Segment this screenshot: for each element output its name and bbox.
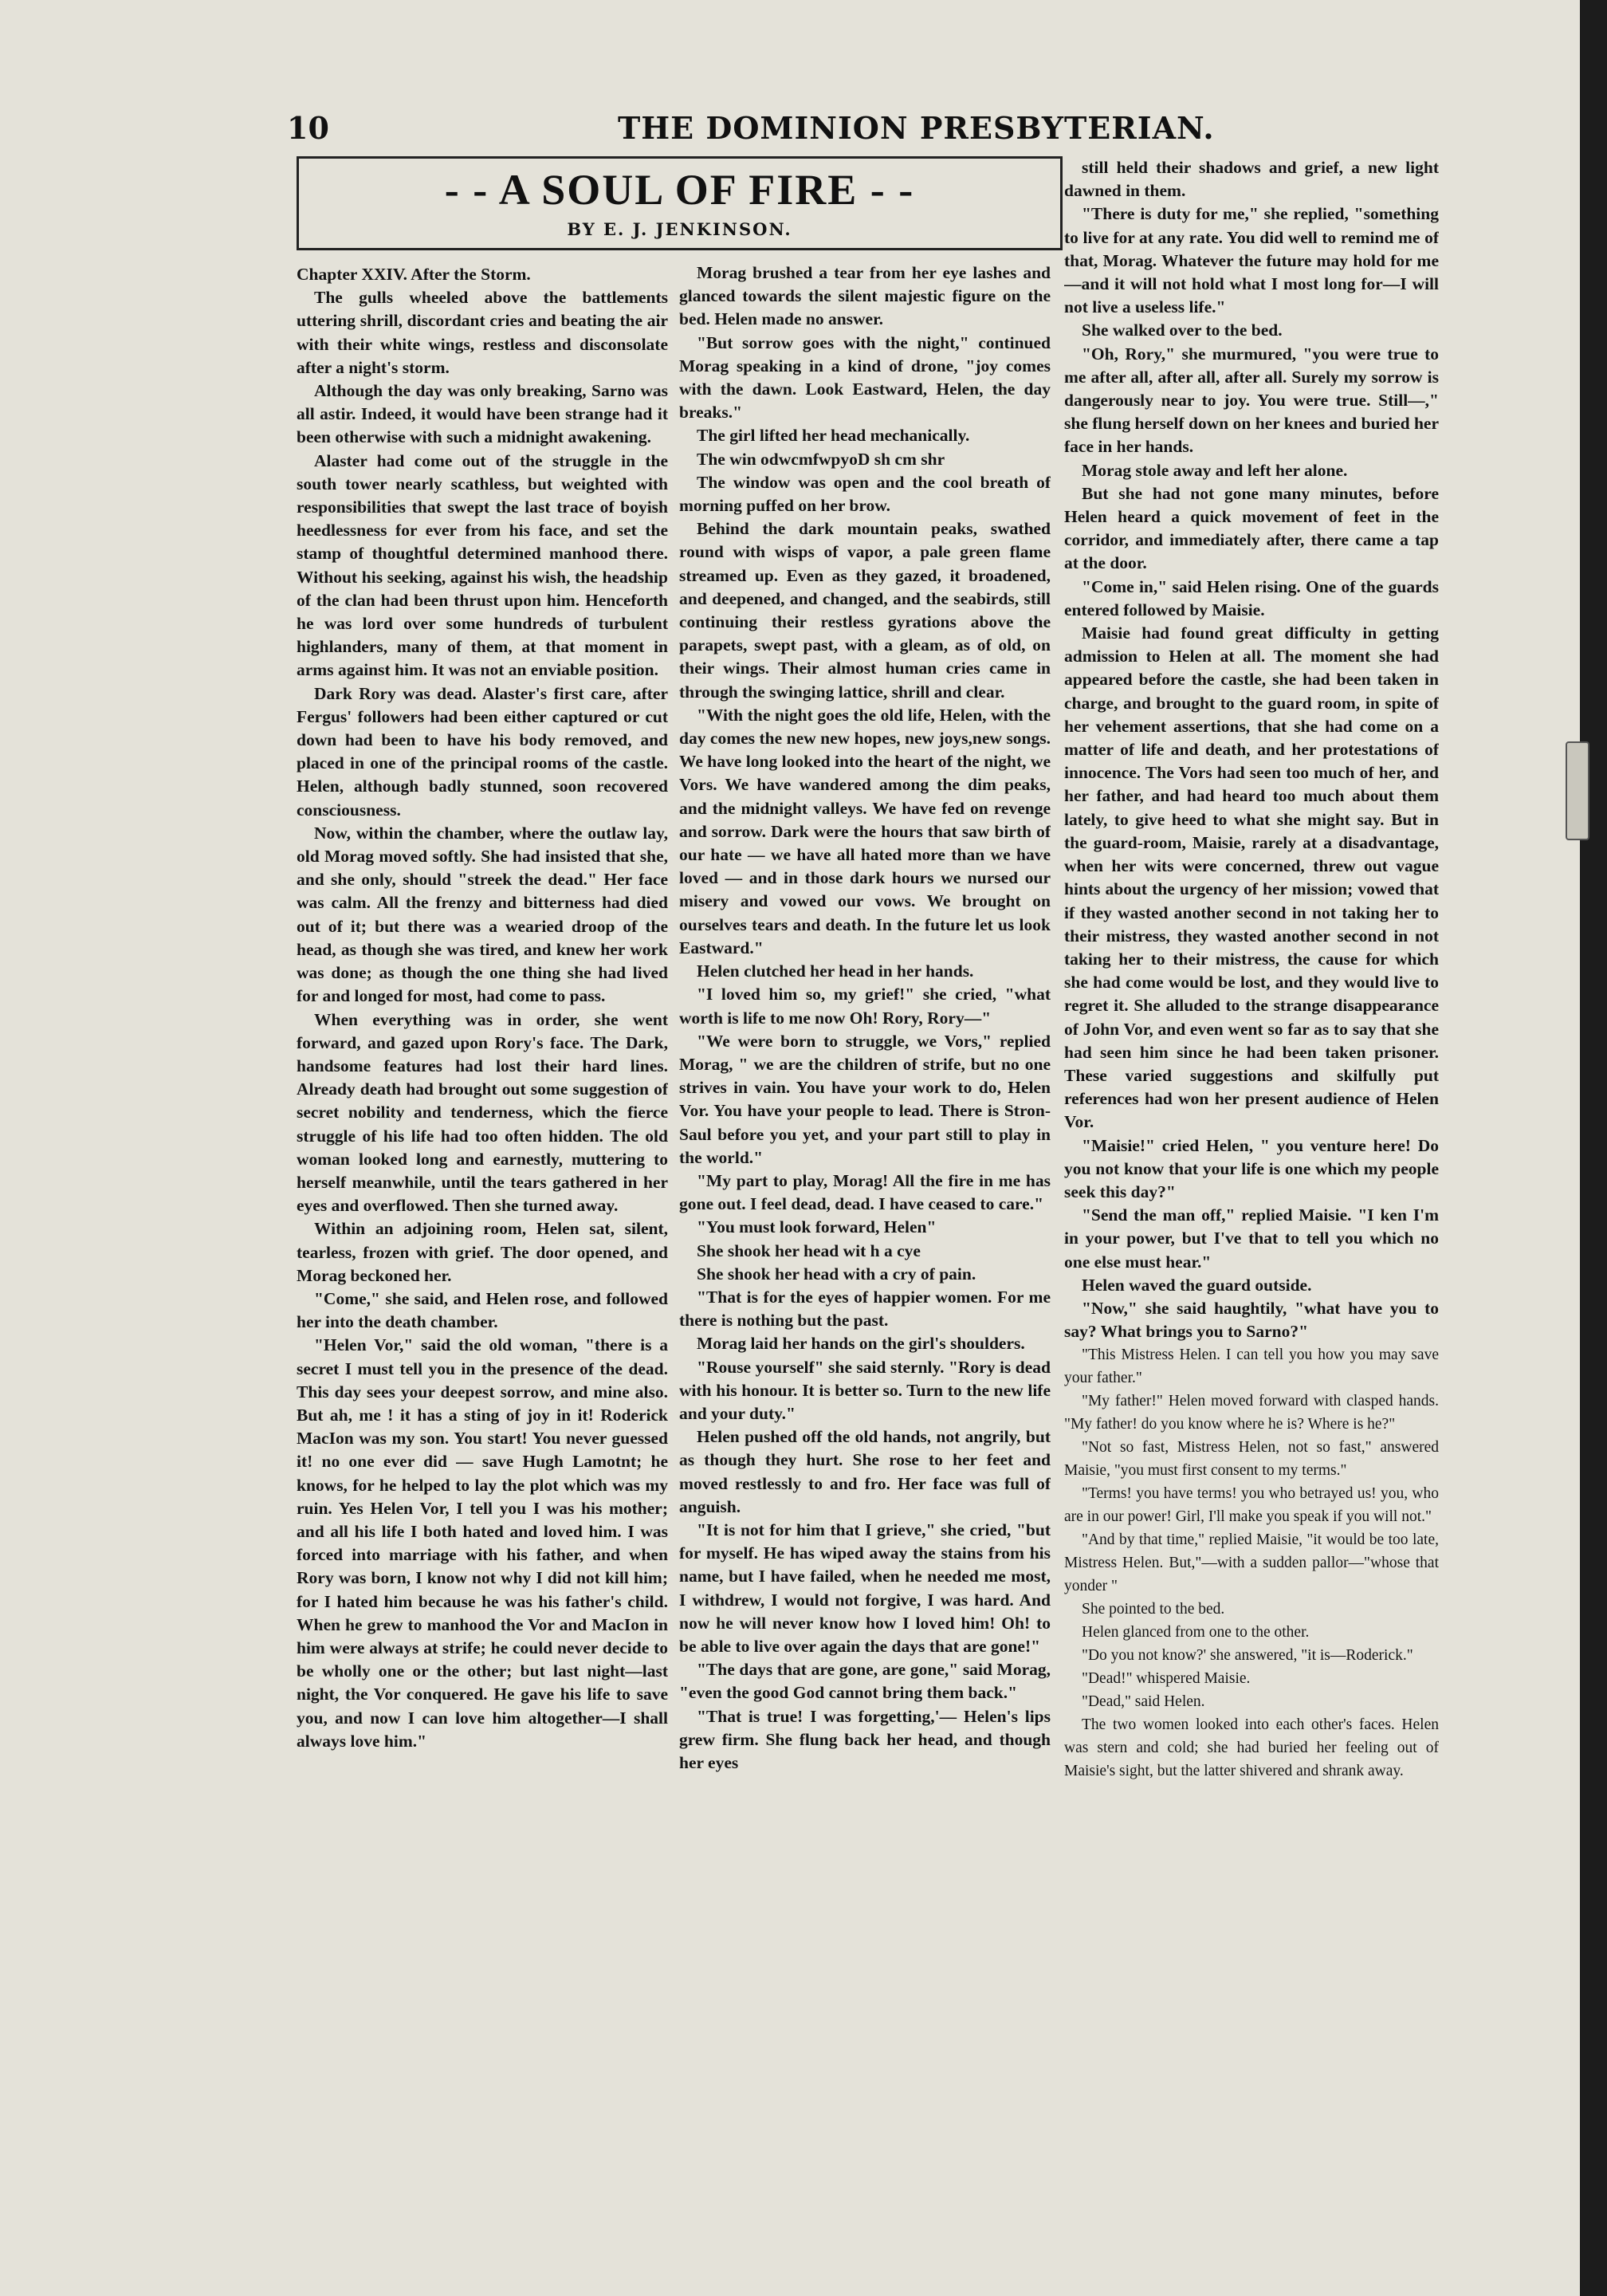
paragraph: "My part to play, Morag! All the fire in me has gone out. I feel dead, dead. I have ceased to care."	[679, 1170, 1051, 1214]
paragraph: The win odwcmfwpyoD sh cm shr	[697, 449, 945, 469]
paragraph: "Maisie!" cried Helen, " you venture here! Do you not know that your life is one which my people seek this day?"	[1064, 1135, 1439, 1201]
paragraph: She walked over to the bed.	[1082, 320, 1283, 340]
publication-title: THE DOMINION PRESBYTERIAN.	[618, 110, 1215, 146]
paragraph: Dark Rory was dead. Alaster's first care, after Fergus' followers had been either captured or cut down had been to have his body removed, and placed in one of the principal rooms of the castle. Helen, although badly stunned, soon recovered consciousness.	[297, 683, 668, 820]
paragraph: "With the night goes the old life, Helen, with the day comes the new new hopes, new joys,new songs. We have long looked into the heart of the night, we Vors. We have wandered among the dim peaks, and the midnight valleys. We have fed on revenge and sorrow. Dark were the hours that saw birth of our hate — we have all hated more than we have loved — and in those dark hours we nursed our misery and vowed our vows. We brought on ourselves tears and death. In the future let us look Eastward."	[679, 705, 1051, 957]
paragraph: She shook her head with a cry of pain.	[697, 1264, 976, 1284]
paragraph: Helen waved the guard outside.	[1082, 1275, 1312, 1295]
paragraph: "My father!" Helen moved forward with clasped hands. "My father! do you know where he is? Where is he?"	[1064, 1393, 1439, 1433]
paragraph: "Now," she said haughtily, "what have you to say? What brings you to Sarno?"	[1064, 1298, 1439, 1342]
page-number: 10	[287, 110, 329, 146]
paragraph: "Rouse yourself" she said sternly. "Rory is dead with his honour. It is better so. Turn to the new life and your duty."	[679, 1357, 1051, 1423]
paragraph: "And by that time," replied Maisie, "it would be too late, Mistress Helen. But,"—with a sudden pallor—"whose that yonder "	[1064, 1531, 1439, 1595]
paragraph: Although the day was only breaking, Sarno was all astir. Indeed, it would have been strange had it been otherwise with such a midnight awakening.	[297, 381, 668, 447]
paragraph: Morag laid her hands on the girl's shoulders.	[697, 1334, 1025, 1354]
paragraph: Chapter XXIV. After the Storm.	[297, 265, 531, 284]
binding-tab	[1566, 741, 1589, 840]
paragraph: "We were born to struggle, we Vors," replied Morag, " we are the children of strife, but no one strives in vain. You have your work to do, Helen Vor. You have your people to lead. There is Stron-Saul before you yet, and your part still to play in the world."	[679, 1031, 1051, 1167]
text-column-3	[1064, 156, 1439, 2133]
paragraph: "That is true! I was forgetting,'— Helen's lips grew firm. She flung back her head, and though her eyes	[679, 1706, 1051, 1772]
paragraph: "The days that are gone, are gone," said Morag, "even the good God cannot bring them back."	[679, 1660, 1051, 1703]
paragraph: The gulls wheeled above the battlements uttering shrill, discordant cries and beating the air with their white wings, restless and disconsolate after a night's storm.	[297, 288, 668, 377]
paragraph: The girl lifted her head mechanically.	[697, 426, 970, 446]
paragraph: The window was open and the cool breath of morning puffed on her brow.	[679, 472, 1051, 516]
paragraph: "But sorrow goes with the night," continued Morag speaking in a kind of drone, "joy comes with the dawn. Look Eastward, Helen, the day breaks."	[679, 332, 1051, 423]
text-column-1	[297, 263, 668, 2105]
paragraph: "Not so fast, Mistress Helen, not so fast," answered Maisie, "you must first consent to my terms."	[1064, 1439, 1439, 1480]
story-title-box	[297, 156, 1063, 250]
paragraph: Alaster had come out of the struggle in the south tower nearly scathless, but weighted with responsibilities that swept the last trace of boyish heedlessness for ever from his face, and set the stamp of thoughtful determined manhood there. Without his seeking, against his wish, the headship of the clan had been thrust upon him. Henceforth he was lord over some hundreds of turbulent highlanders, many of them, at that moment in arms against him. It was not an enviable position.	[297, 450, 668, 680]
paragraph: "Dead," said Helen.	[1082, 1693, 1205, 1711]
paragraph: Within an adjoining room, Helen sat, silent, tearless, frozen with grief. The door opened, and Morag beckoned her.	[297, 1219, 668, 1285]
scan-edge	[1580, 0, 1607, 2296]
paragraph: "Do you not know?' she answered, "it is—Roderick."	[1082, 1647, 1413, 1665]
paragraph: "Dead!" whispered Maisie.	[1082, 1670, 1251, 1688]
paragraph: She pointed to the bed.	[1082, 1601, 1225, 1618]
paragraph: Maisie had found great difficulty in getting admission to Helen at all. The moment she had appeared before the castle, she had been taken in charge, and brought to the guard room, in spite of her vehement assertions, that she had come on a matter of life and death, and her protestations of innocence. The Vors had seen too much of her, and her father, and had heard too much about them lately, to give heed to what she might say. But in the guard-room, Maisie, rarely at a disadvantage, when her wits were concerned, threw out vague hints about the urgency of her mission; vowed that if they wasted another second in not taking her to their mistress, they wasted another second in not taking her to their mistress, the cause for which she had come would be lost, and they would live to regret it. She alluded to the strange disappearance of John Vor, and even went so far as to say that she had seen him since he had been taken prisoner. These varied suggestions and skilfully put references had won her present audience of Helen Vor.	[1064, 623, 1439, 1132]
paragraph: "Send the man off," replied Maisie. "I ken I'm in your power, but I've that to tell you which no one else must hear."	[1064, 1205, 1439, 1272]
paragraph: "Come in," said Helen rising. One of the guards entered followed by Maisie.	[1064, 576, 1439, 619]
paragraph: "It is not for him that I grieve," she cried, "but for myself. He has wiped away the stains from his name, but I have failed, when he needed me most, I withdrew, I would not forgive, I was hard. And now he will never know how I loved him! Oh! to be able to live over again the days that are gone!"	[679, 1520, 1051, 1656]
paragraph: "That is for the eyes of happier women. For me there is nothing but the past.	[679, 1287, 1051, 1331]
paragraph: But she had not gone many minutes, before Helen heard a quick movement of feet in the corridor, and immediately after, there came a tap at the door.	[1064, 483, 1439, 573]
paragraph: still held their shadows and grief, a new light dawned in them.	[1064, 158, 1439, 201]
paragraph: Behind the dark mountain peaks, swathed round with wisps of vapor, a pale green flame streamed up. Even as they gazed, it broadened, and deepened, and changed, and the seabirds, still continuing their restless gyrations above the parapets, swept past, with a gleam, as of old, on their wings. Their almost human cries came in through the swinging lattice, shrill and clear.	[679, 519, 1051, 702]
paragraph: "You must look forward, Helen"	[697, 1217, 937, 1237]
paragraph: Helen glanced from one to the other.	[1082, 1624, 1310, 1641]
paragraph: Morag brushed a tear from her eye lashes and glanced towards the silent majestic figure on the bed. Helen made no answer.	[679, 263, 1051, 329]
paragraph: "I loved him so, my grief!" she cried, "what worth is life to me now Oh! Rory, Rory—"	[679, 985, 1051, 1028]
paragraph: "Oh, Rory," she murmured, "you were true to me after all, after all, after all. Surely my sorrow is dangerously near to joy. You were true. Still—," she flung herself down on her knees and buried her face in her hands.	[1064, 344, 1439, 457]
paragraph: When everything was in order, she went forward, and gazed upon Rory's face. The Dark, handsome features had lost their hard lines. Already death had brought out some suggestion of secret nobility and tenderness, which the fierce struggle of his life had too often hidden. The old woman looked long and earnestly, muttering to herself meanwhile, until the tears gathered in her eyes and overflowed. Then she turned away.	[297, 1009, 668, 1216]
paragraph: "Terms! you have terms! you who betrayed us! you, who are in our power! Girl, I'll make you speak if you will not."	[1064, 1485, 1439, 1526]
paragraph: "There is duty for me," she replied, "something to live for at any rate. You did well to remind me of that, Morag. Whatever the future may hold for me—and it will not hold what I most long for—I will not live a useless life."	[1064, 204, 1439, 317]
paragraph: Morag stole away and left her alone.	[1082, 460, 1348, 480]
paragraph: Helen clutched her head in her hands.	[697, 961, 974, 981]
paragraph: "Helen Vor," said the old woman, "there is a secret I must tell you in the presence of the dead. This day sees your deepest sorrow, and mine also. But ah, me ! it has a sting of joy in it! Roderick MacIon was my son. You start! You never guessed it! no one ever did — save Hugh Lamotnt; he knows, for he helped to lay the plot which was my ruin. Yes Helen Vor, I tell you I was his mother; and all his life I both hated and loved him. I was forced into marriage with his father, and when Rory was born, I know not why I did not kill him; for I hated him because he was his father's child. When he grew to manhood the Vor and MacIon in him were always at strife; he could never decide to be wholly one or the other; but last night—last night, the Vor conquered. He gave his life to save you, and now I can love him altogether—I shall always love him."	[297, 1335, 668, 1751]
paragraph: "This Mistress Helen. I can tell you how you may save your father."	[1064, 1347, 1439, 1387]
paragraph: "Come," she said, and Helen rose, and followed her into the death chamber.	[297, 1288, 668, 1332]
paragraph: The two women looked into each other's faces. Helen was stern and cold; she had buried her feeling out of Maisie's sight, but the latter shivered and shrank away.	[1064, 1716, 1439, 1780]
paragraph: Helen pushed off the old hands, not angrily, but as though they hurt. She rose to her feet and moved restlessly to and fro. Her face was full of anguish.	[679, 1427, 1051, 1516]
paragraph: Now, within the chamber, where the outlaw lay, old Morag moved softly. She had insisted that she, and she only, should "streek the dead." Her face was calm. All the frenzy and bitterness had died out of it; but there was a wearied droop of the head, as though she was tired, and knew her work was done; as though the one thing she had lived for and longed for most, had come to pass.	[297, 823, 668, 1006]
text-column-2	[679, 261, 1051, 2127]
paragraph: She shook her head wit h a cye	[697, 1240, 921, 1260]
story-title: - - A SOUL OF FIRE - -	[444, 166, 915, 214]
story-byline: BY E. J. JENKINSON.	[567, 219, 792, 239]
